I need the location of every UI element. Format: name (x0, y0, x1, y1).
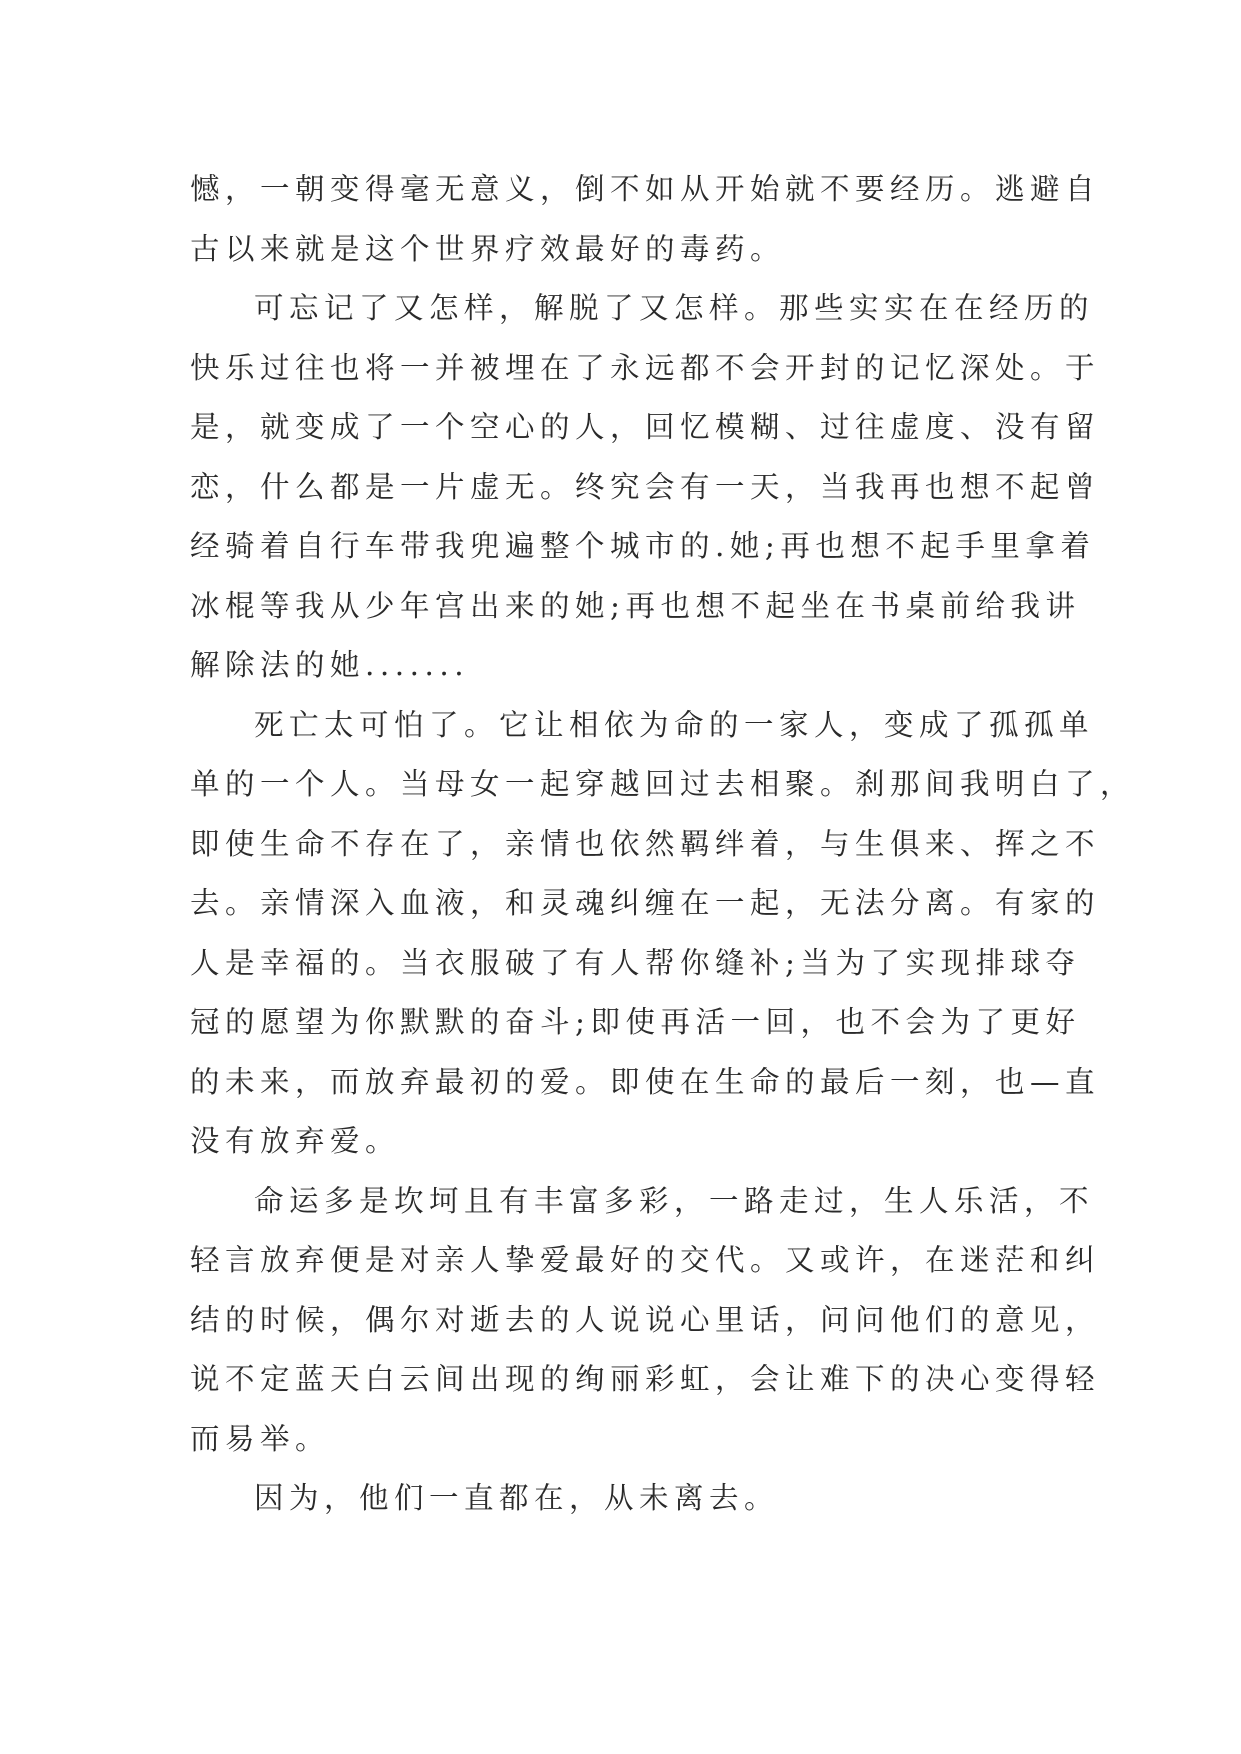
text-line: 没有放弃爱。 (190, 1124, 401, 1158)
text-line: 的未来，而放弃最初的爱。即使在生命的最后一刻，也—直 (190, 1064, 1101, 1099)
text-line: 而易举。 (190, 1421, 331, 1456)
text-line: 憾，一朝变得毫无意义，倒不如从开始就不要经历。逃避自 (190, 172, 1101, 206)
text-line: 即使生命不存在了，亲情也依然羁绊着，与生俱来、挥之不 (190, 826, 1101, 861)
text-line: 可忘记了又怎样，解脱了又怎样。那些实实在在经历的 (254, 291, 1095, 325)
text-line: 去。亲情深入血液，和灵魂纠缠在一起，无法分离。有家的 (190, 886, 1101, 920)
text-line: 轻言放弃便是对亲人挚爱最好的交代。又或许，在迷茫和纠 (190, 1243, 1101, 1277)
text-line: 冰棍等我从少年宫出来的她;再也想不起坐在书桌前给我讲 (190, 588, 1081, 623)
text-line: 说不定蓝天白云间出现的绚丽彩虹，会让难下的决心变得轻 (190, 1362, 1101, 1396)
text-line: 命运多是坎坷且有丰富多彩，一路走过，生人乐活，不 (254, 1183, 1095, 1218)
text-line: 快乐过往也将一并被埋在了永远都不会开封的记忆深处。于 (190, 350, 1101, 385)
text-line: 恋，什么都是一片虚无。终究会有一天，当我再也想不起曾 (190, 469, 1101, 504)
text-line: 因为，他们一直都在，从未离去。 (254, 1481, 780, 1515)
text-line: 古以来就是这个世界疗效最好的毒药。 (190, 231, 786, 266)
text-line: 解除法的她....... (190, 648, 470, 682)
text-line: 单的一个人。当母女一起穿越回过去相聚。刹那间我明白了， (190, 767, 1136, 801)
text-line: 冠的愿望为你默默的奋斗;即使再活一回，也不会为了更好 (190, 1005, 1081, 1039)
text-line: 死亡太可怕了。它让相依为命的一家人，变成了孤孤单 (254, 707, 1095, 742)
text-line: 人是幸福的。当衣服破了有人帮你缝补;当为了实现排球夺 (190, 945, 1081, 980)
text-line: 是，就变成了一个空心的人，回忆模糊、过往虚度、没有留 (190, 410, 1101, 444)
text-line: 结的时候，偶尔对逝去的人说说心里话，问问他们的意见， (190, 1302, 1101, 1337)
document-body (190, 160, 1136, 1529)
text-line: 经骑着自行车带我兜遍整个城市的.她;再也想不起手里拿着 (190, 529, 1096, 563)
